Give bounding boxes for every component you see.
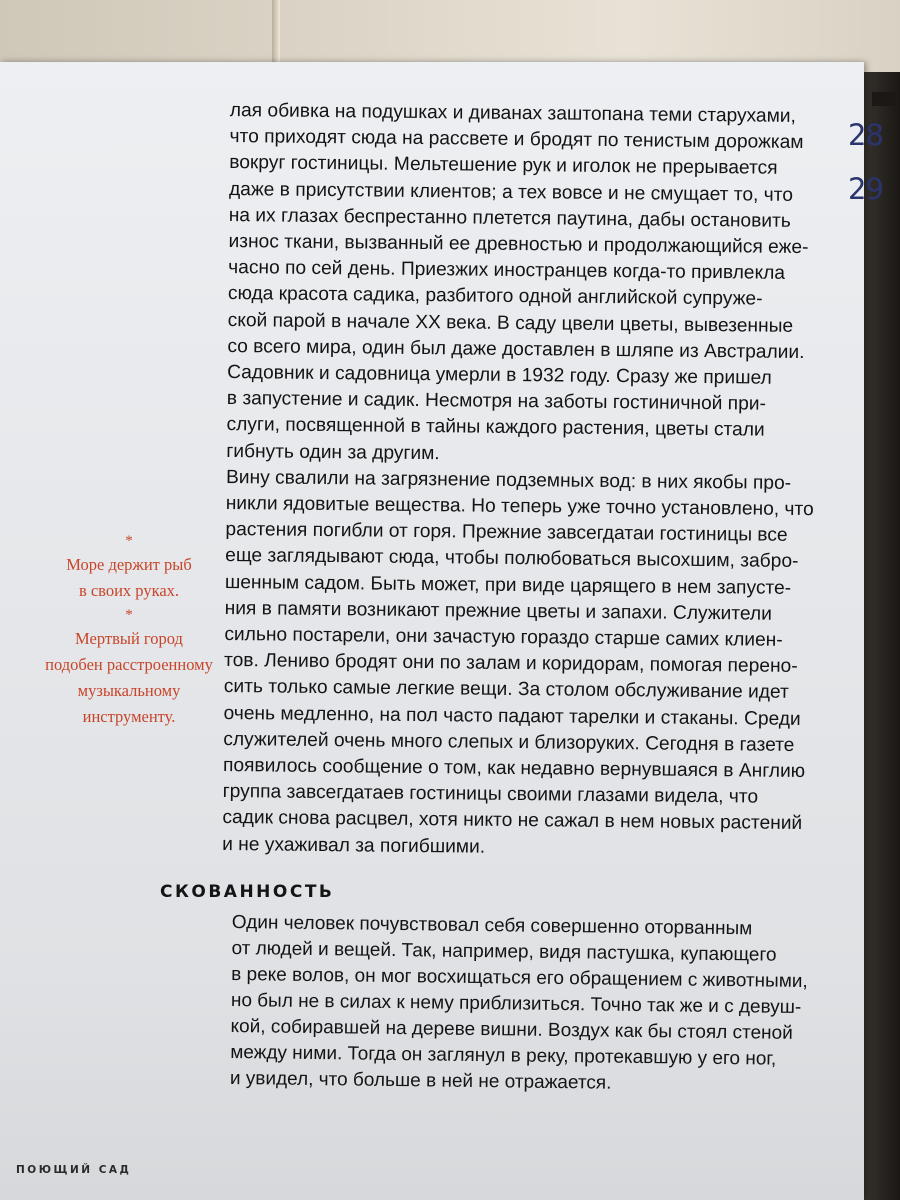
quote-line: инструменту. <box>82 707 176 726</box>
running-footer: ПОЮЩИЙ САД <box>16 1164 132 1176</box>
body-text-line: никли ядовитые вещества. Но теперь уже точно установлено, что <box>225 493 814 521</box>
section-text-line: от людей и вещей. Так, например, видя пастушка, купающего <box>231 937 777 966</box>
page-number-right: 29 <box>848 172 883 206</box>
sidebar-quotes <box>34 530 224 730</box>
section-text-line: между ними. Тогда он заглянул в реку, протекавшую у его ног, <box>230 1041 777 1070</box>
body-text-line: группа завсегдатаев гостиницы своими глазами видела, что <box>222 781 759 808</box>
body-text-line: и не ухаживал за погибшими. <box>222 833 486 858</box>
body-text-line: даже в присутствии клиентов; а тех вовсе и не смущает то, что <box>228 178 794 206</box>
quote-line: музыкальному <box>77 681 181 700</box>
bookmark-ribbon <box>872 92 896 106</box>
body-text-line: гибнуть один за другим. <box>226 440 440 464</box>
body-text-line: тов. Лениво бродят они по залам и коридорам, помогая перено- <box>223 650 798 678</box>
quote-line: в своих руках. <box>78 581 180 600</box>
asterisk-ornament: * <box>125 607 133 623</box>
body-text-line: часно по сей день. Приезжих иностранцев когда-то привлекла <box>228 257 786 285</box>
main-body-text <box>222 98 840 864</box>
quote-line: Мертвый город <box>75 629 183 648</box>
body-text-line: в запустение и садик. Несмотря на заботы гостиничной при- <box>226 388 767 415</box>
body-text-line: появилось сообщение о том, как недавно вернувшаяся в Англию <box>222 755 806 783</box>
body-text-line: ской парой в начале XX века. В саду цвели цветы, вывезенные <box>227 309 794 337</box>
section-text-line: кой, собиравшей на дереве вишни. Воздух как бы стоял стеной <box>230 1015 793 1044</box>
section-text-line: в реке волов, он мог восхищаться его обращением с животными, <box>231 963 808 993</box>
body-text-line: ния в памяти возникают прежние цветы и запахи. Служители <box>224 597 772 625</box>
body-text-line: лая обивка на подушках и диванах заштопана теми старухами, <box>229 99 796 127</box>
section-text-line: но был не в силах к нему приблизиться. Точно так же и с девуш- <box>230 989 802 1018</box>
book-cover-edge <box>860 72 900 1200</box>
body-text-line: на их глазах беспрестанно плетется паутина, дабы остановить <box>228 204 791 232</box>
body-text-line: шенным садом. Быть может, при виде царящего в нем запусте- <box>224 571 792 599</box>
body-text-line: сюда красота садика, разбитого одной английской супруже- <box>227 283 763 311</box>
body-text-line: еще заглядывают сюда, чтобы полюбоваться высохшим, забро- <box>225 545 799 573</box>
body-text-line: износ ткани, вызванный ее древностью и продолжающийся еже- <box>228 231 809 259</box>
body-text-line: вокруг гостиницы. Мельтешение рук и иголок не прерывается <box>229 152 778 180</box>
asterisk-ornament: * <box>125 533 133 549</box>
section-heading: СКОВАННОСТЬ <box>160 882 335 902</box>
section-text-line: Один человек почувствовал себя совершенно оторванным <box>231 911 753 940</box>
body-text-line: Садовник и садовница умерли в 1932 году. Сразу же пришел <box>227 362 772 389</box>
body-text-line: очень медленно, на пол часто падают тарелки и стаканы. Среди <box>223 702 801 730</box>
body-text-line: сильно постарели, они зачастую гораздо старше самих клиен- <box>224 624 783 651</box>
section-text-line: и увидел, что больше в ней не отражается. <box>229 1067 612 1094</box>
section-body-text <box>230 910 832 1099</box>
body-text-line: со всего мира, один был даже доставлен в шляпе из Австралии. <box>227 335 805 363</box>
page-number-left: 28 <box>848 118 883 152</box>
quote-line: подобен расстроенному <box>45 655 213 674</box>
body-text-line: что приходят сюда на рассвете и бродят по тенистым дорожкам <box>229 126 804 154</box>
body-text-line: Вину свалили на загрязнение подземных вод: в них якобы про- <box>225 466 792 494</box>
body-text-line: служителей очень много слепых и близоруких. Сегодня в газете <box>223 728 795 756</box>
body-text-line: сить только самые легкие вещи. За столом обслуживание идет <box>223 676 789 704</box>
page-numbers <box>848 108 888 216</box>
quote-line: Море держит рыб <box>66 555 192 574</box>
body-text-line: слуги, посвященной в тайны каждого растения, цветы стали <box>226 414 765 442</box>
body-text-line: растения погибли от горя. Прежние завсегдатаи гостиницы все <box>225 519 788 547</box>
body-text-line: садик снова расцвел, хотя никто не сажал в нем новых растений <box>222 807 803 835</box>
